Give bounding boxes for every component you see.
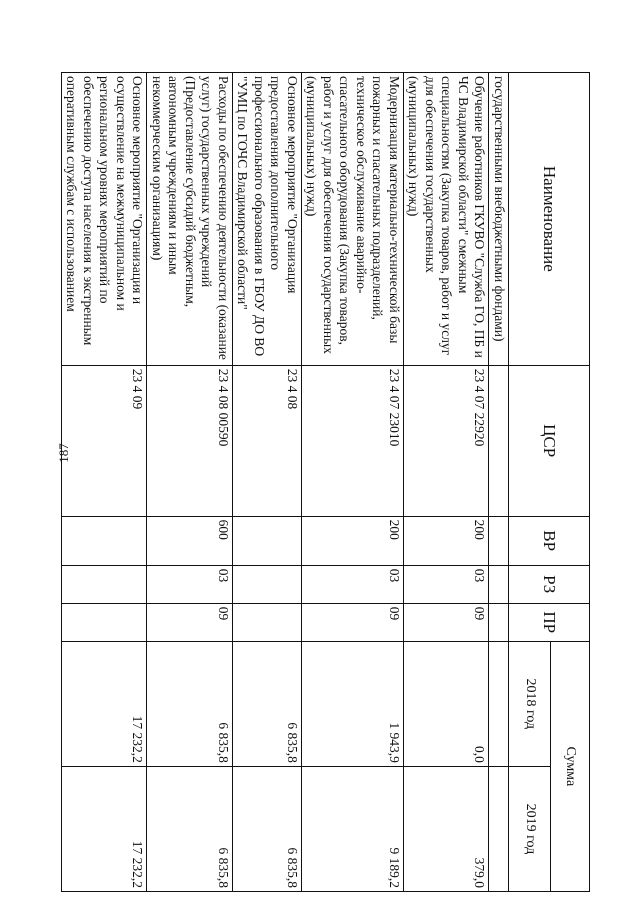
cell-name: Основное мероприятие "Организация предоставления дополнительного профессионального образования в ГБОУ ДО ВО "УМЦ по ГОЧС Владимирской области" [233, 73, 302, 366]
table-row [62, 73, 148, 892]
cell-vr: 200 [302, 516, 404, 565]
header-year-2018: 2018 год [509, 641, 551, 766]
page-number: 187 [56, 443, 71, 463]
cell-2019: 6 835,8 [147, 766, 233, 891]
table-row [489, 73, 509, 892]
cell-vr [233, 516, 302, 565]
cell-rz [233, 565, 302, 603]
cell-pr: 09 [147, 603, 233, 641]
cell-2018: 6 835,8 [233, 641, 302, 766]
table-row [404, 73, 490, 892]
cell-vr: 200 [404, 516, 490, 565]
cell-pr [62, 603, 148, 641]
cell-name: Основное мероприятие "Организация и осуществление на межмуниципальном и региональном уровнях мероприятий по обеспечению доступа населения к экстренным оперативным службам с использованием [62, 73, 148, 366]
cell-rz: 03 [404, 565, 490, 603]
cell-name: Расходы по обеспечению деятельности (оказание услуг) государственных учреждений (Предоставление субсидий бюджетным, автономным учреждениям и иным некоммерческим организациям) [147, 73, 233, 366]
header-pr: ПР [509, 603, 590, 641]
cell-name: государственными внебюджетными фондами) [489, 73, 509, 366]
cell-csr: 23 4 09 [62, 365, 148, 516]
cell-pr [233, 603, 302, 641]
table-row [233, 73, 302, 892]
table-row [147, 73, 233, 892]
cell-2018: 17 232,2 [62, 641, 148, 766]
cell-vr: 600 [147, 516, 233, 565]
cell-vr [62, 516, 148, 565]
cell-csr: 23 4 07 23010 [302, 365, 404, 516]
cell-2019: 6 835,8 [233, 766, 302, 891]
header-csr: ЦСР [509, 365, 590, 516]
cell-2019: 9 189,2 [302, 766, 404, 891]
cell-vr [489, 516, 509, 565]
header-sum: Сумма [550, 641, 589, 891]
header-name: Наименование [509, 73, 590, 366]
cell-pr [489, 603, 509, 641]
budget-table-sheet [60, 72, 590, 892]
budget-table [61, 72, 590, 892]
cell-2018: 6 835,8 [147, 641, 233, 766]
cell-rz [489, 565, 509, 603]
cell-name: Обучение работников ГКУВО "Служба ГО, ПБ и ЧС Владимирской области" смежным специальностям (Закупка товаров, работ и услуг для обеспечения государственных (муниципальных) нужд) [404, 73, 490, 366]
cell-name: Модернизация материально-технической базы пожарных и спасательных подразделений, техническое обслуживание аварийно-спасательного оборудования (Закупка товаров, работ и услуг для обеспечения государственных (муниципальных) нужд) [302, 73, 404, 366]
header-rz: РЗ [509, 565, 590, 603]
cell-csr: 23 4 08 [233, 365, 302, 516]
header-vr: ВР [509, 516, 590, 565]
cell-rz: 03 [147, 565, 233, 603]
cell-csr: 23 4 07 22920 [404, 365, 490, 516]
cell-csr: 23 4 08 00590 [147, 365, 233, 516]
table-row [302, 73, 404, 892]
cell-pr: 09 [302, 603, 404, 641]
cell-2018: 1 943,9 [302, 641, 404, 766]
cell-csr [489, 365, 509, 516]
cell-2018 [489, 641, 509, 766]
cell-rz [62, 565, 148, 603]
cell-2018: 0,0 [404, 641, 490, 766]
cell-2019: 17 232,2 [62, 766, 148, 891]
cell-2019: 379,0 [404, 766, 490, 891]
cell-rz: 03 [302, 565, 404, 603]
cell-pr: 09 [404, 603, 490, 641]
header-year-2019: 2019 год [509, 766, 551, 891]
header-row-1 [550, 73, 589, 892]
cell-2019 [489, 766, 509, 891]
